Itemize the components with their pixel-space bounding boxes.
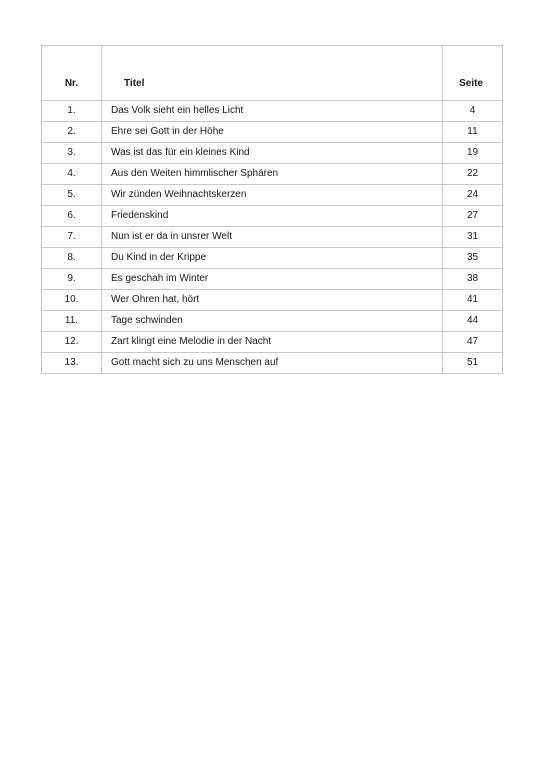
row-number: 11. (42, 311, 102, 332)
row-number: 12. (42, 332, 102, 353)
row-title: Nun ist er da in unsrer Welt (102, 227, 443, 248)
row-title: Friedenskind (102, 206, 443, 227)
header-row (42, 46, 503, 101)
table-row (42, 248, 503, 269)
row-number: 6. (42, 206, 102, 227)
row-page: 4 (443, 101, 503, 122)
row-title: Aus den Weiten himmlischer Sphären (102, 164, 443, 185)
table-row (42, 227, 503, 248)
column-header-page: Seite (443, 46, 503, 101)
table-row (42, 290, 503, 311)
row-number: 13. (42, 353, 102, 374)
row-title: Zart klingt eine Melodie in der Nacht (102, 332, 443, 353)
row-title: Wer Ohren hat, hört (102, 290, 443, 311)
row-page: 19 (443, 143, 503, 164)
row-page: 22 (443, 164, 503, 185)
row-page: 47 (443, 332, 503, 353)
row-number: 8. (42, 248, 102, 269)
row-title: Wir zünden Weihnachtskerzen (102, 185, 443, 206)
column-header-title: Titel (102, 46, 443, 101)
row-number: 4. (42, 164, 102, 185)
row-number: 7. (42, 227, 102, 248)
row-number: 2. (42, 122, 102, 143)
row-title: Tage schwinden (102, 311, 443, 332)
row-title: Du Kind in der Krippe (102, 248, 443, 269)
row-number: 10. (42, 290, 102, 311)
row-number: 3. (42, 143, 102, 164)
table-header (42, 46, 503, 101)
table-row (42, 353, 503, 374)
table-of-contents (41, 45, 503, 374)
row-title: Es geschah im Winter (102, 269, 443, 290)
table-row (42, 185, 503, 206)
row-title: Was ist das für ein kleines Kind (102, 143, 443, 164)
table-row (42, 206, 503, 227)
table-row (42, 332, 503, 353)
row-page: 41 (443, 290, 503, 311)
row-page: 51 (443, 353, 503, 374)
table-row (42, 143, 503, 164)
row-page: 11 (443, 122, 503, 143)
row-page: 38 (443, 269, 503, 290)
column-header-nr: Nr. (42, 46, 102, 101)
row-page: 44 (443, 311, 503, 332)
row-page: 24 (443, 185, 503, 206)
row-number: 5. (42, 185, 102, 206)
table-row (42, 311, 503, 332)
table-row (42, 122, 503, 143)
table-row (42, 164, 503, 185)
table-body (42, 101, 503, 374)
row-number: 1. (42, 101, 102, 122)
row-title: Gott macht sich zu uns Menschen auf (102, 353, 443, 374)
row-page: 35 (443, 248, 503, 269)
row-title: Das Volk sieht ein helles Licht (102, 101, 443, 122)
row-title: Ehre sei Gott in der Höhe (102, 122, 443, 143)
table-row (42, 269, 503, 290)
table-row (42, 101, 503, 122)
row-number: 9. (42, 269, 102, 290)
row-page: 27 (443, 206, 503, 227)
row-page: 31 (443, 227, 503, 248)
